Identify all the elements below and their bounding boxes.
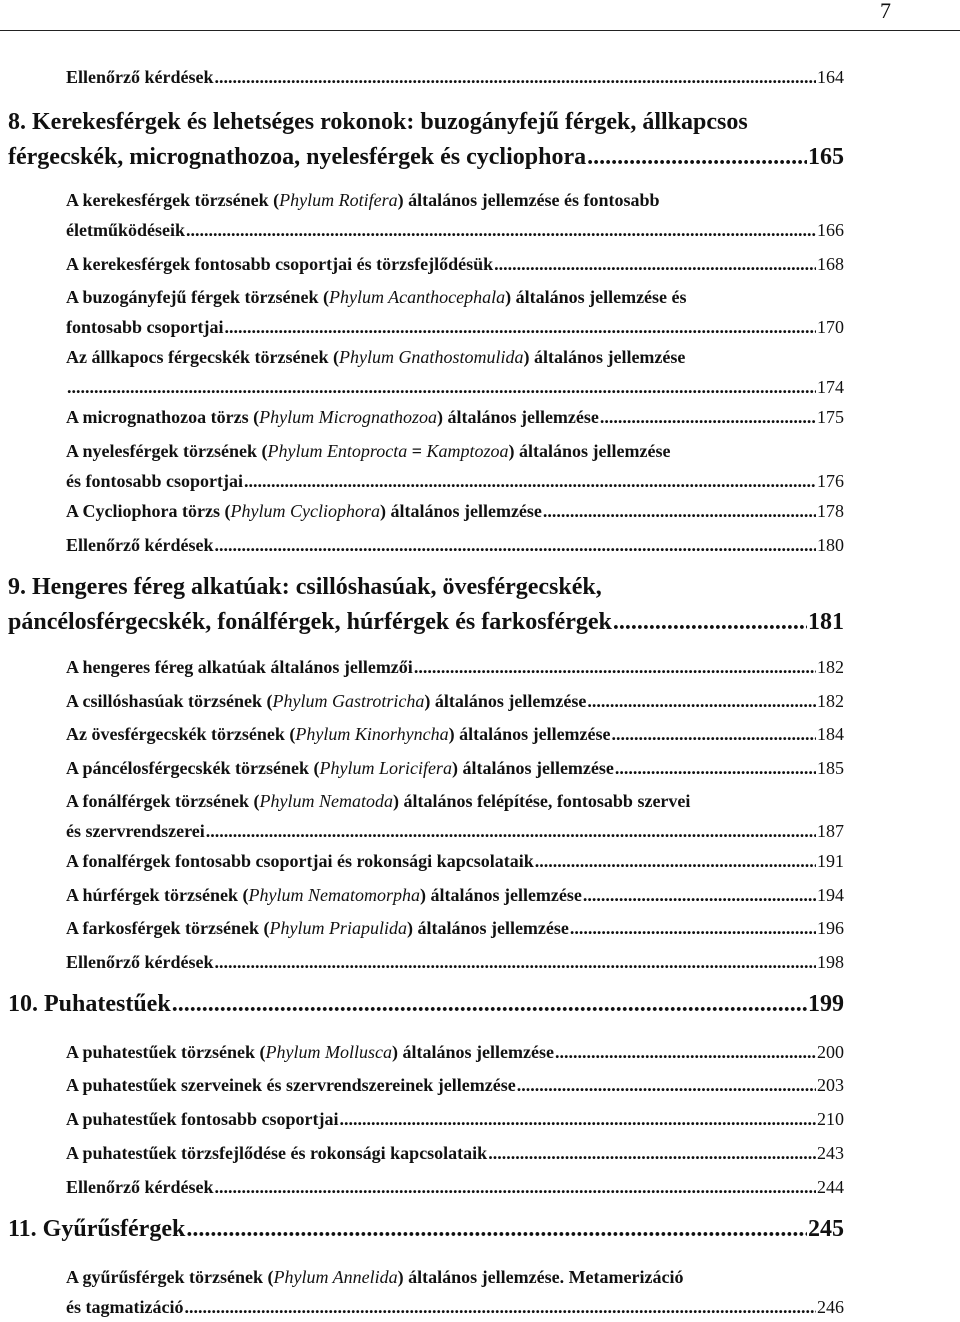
entry-text: A micrognathozoa törzs ( [66, 407, 260, 427]
phylum-name: Phylum Kinorhyncha [295, 724, 449, 744]
entry-title [66, 816, 205, 846]
entry-text: A kerekesférgek fontosabb csoportjai és törzsfejlődésük [66, 254, 494, 274]
entry-page-number: 199 [808, 991, 844, 1017]
toc-entry[interactable] [66, 652, 844, 682]
entry-title [66, 947, 213, 977]
entry-page-number: 210 [817, 1109, 844, 1129]
entry-title [8, 140, 586, 175]
dot-leader [184, 1292, 816, 1322]
entry-text: Az övesférgecskék törzsének ( [66, 724, 296, 744]
entry-text: A fonalférgek fontosabb csoportjai és rokonsági kapcsolataik [66, 851, 534, 871]
phylum-name: Phylum Cycliophora [230, 501, 380, 521]
toc-entry[interactable] [66, 1037, 844, 1067]
dot-leader [488, 1138, 816, 1168]
toc-entry[interactable] [66, 786, 844, 846]
entry-text: A puhatestűek szerveinek és szervrendszereinek jellemzése [66, 1075, 516, 1095]
entry-title [66, 846, 534, 876]
entry-text: A nyelesférgek törzsének ( [66, 441, 268, 461]
entry-text: ) általános jellemzése és [505, 287, 687, 307]
entry-text: A puhatestűek törzsének ( [66, 1042, 266, 1062]
entry-page-number: 200 [817, 1042, 844, 1062]
entry-line [8, 570, 844, 605]
entry-page-number: 184 [817, 724, 844, 744]
dot-leader [615, 753, 816, 783]
entry-line [66, 185, 844, 215]
dot-leader [494, 249, 816, 279]
entry-page-number: 243 [817, 1143, 844, 1163]
entry-line [66, 786, 844, 816]
dot-leader [543, 496, 816, 526]
entry-text: ) általános jellemzése [424, 691, 587, 711]
entry-text: A Cycliophora törzs ( [66, 501, 231, 521]
entry-title [66, 686, 586, 716]
entry-page-number: 198 [817, 952, 844, 972]
entry-page-number: 245 [808, 1216, 844, 1242]
phylum-name: Phylum Entoprocta [267, 441, 408, 461]
entry-text: életműködéseik [66, 220, 185, 240]
toc-entry[interactable] [66, 342, 844, 402]
toc-entry[interactable] [66, 719, 844, 749]
entry-text: Az állkapocs férgecskék törzsének ( [66, 347, 339, 367]
entry-text: Ellenőrző kérdések [66, 67, 214, 87]
entry-text: ) általános jellemzése [523, 347, 686, 367]
entry-text: ) általános jellemzése [436, 407, 599, 427]
entry-page-number: 165 [808, 144, 844, 170]
entry-text: és tagmatizáció [66, 1297, 184, 1317]
entry-line [66, 282, 844, 312]
entry-text: 9. Hengeres féreg alkatúak: csillóshasúak, övesférgecskék, [8, 574, 602, 600]
dot-leader [570, 913, 816, 943]
entry-title [66, 402, 599, 432]
entry-title [8, 987, 171, 1022]
entry-text: Ellenőrző kérdések [66, 952, 214, 972]
dot-leader [172, 987, 807, 1022]
toc-entry[interactable] [66, 913, 844, 943]
entry-text: A puhatestűek fontosabb csoportjai [66, 1109, 339, 1129]
dot-leader [613, 605, 807, 640]
entry-text: ) általános jellemzése [508, 441, 671, 461]
dot-leader [583, 880, 816, 910]
dot-leader [587, 686, 816, 716]
entry-title [66, 215, 185, 245]
dot-leader [600, 402, 816, 432]
entry-title [66, 530, 213, 560]
dot-leader [244, 466, 816, 496]
toc-entry[interactable] [66, 496, 844, 526]
entry-text: A hengeres féreg alkatúak általános jellemzői [66, 657, 413, 677]
entry-page-number: 168 [817, 254, 844, 274]
entry-page-number: 203 [817, 1075, 844, 1095]
phylum-name: Phylum Micrognathozoa [259, 407, 437, 427]
dot-leader [206, 816, 816, 846]
entry-text: A puhatestűek törzsfejlődése és rokonsági kapcsolataik [66, 1143, 488, 1163]
toc-chapter-entry[interactable] [8, 987, 844, 1022]
entry-line [66, 436, 844, 466]
dot-leader [612, 719, 816, 749]
phylum-name: Phylum Loricifera [319, 758, 452, 778]
entry-title [66, 913, 569, 943]
entry-text: ) általános jellemzése [448, 724, 611, 744]
dot-leader [214, 530, 816, 560]
entry-text: Ellenőrző kérdések [66, 535, 214, 555]
dot-leader [214, 62, 816, 92]
toc-entry[interactable] [66, 753, 844, 783]
entry-page-number: 180 [817, 535, 844, 555]
phylum-name: Phylum Gnathostomulida [338, 347, 524, 367]
toc-chapter-entry[interactable] [8, 570, 844, 640]
entry-text: ) általános jellemzése [392, 1042, 554, 1062]
entry-page-number: 244 [817, 1177, 844, 1197]
entry-text: ) általános jellemzése [379, 501, 542, 521]
entry-page-number: 166 [817, 220, 844, 240]
dot-leader [517, 1070, 816, 1100]
entry-page-number: 182 [817, 691, 844, 711]
entry-page-number: 175 [817, 407, 844, 427]
toc-entry[interactable] [66, 947, 844, 977]
toc-entry[interactable] [66, 1262, 844, 1322]
toc-entry[interactable] [66, 530, 844, 560]
toc-entry[interactable] [66, 1138, 844, 1168]
entry-title [66, 880, 582, 910]
page-number: 7 [880, 0, 891, 23]
entry-text: A húrférgek törzsének ( [66, 885, 249, 905]
entry-text: ) általános jellemzése [406, 918, 569, 938]
dot-leader [587, 140, 807, 175]
entry-page-number: 170 [817, 317, 844, 337]
toc-entry[interactable] [66, 282, 844, 342]
entry-text: és szervrendszerei [66, 821, 205, 841]
toc-entry[interactable] [66, 436, 844, 496]
dot-leader [414, 652, 816, 682]
entry-page-number: 164 [817, 67, 844, 87]
entry-line [66, 1262, 844, 1292]
entry-text: A farkosférgek törzsének ( [66, 918, 270, 938]
entry-page-number: 181 [808, 609, 844, 635]
phylum-name: Phylum Nematoda [259, 791, 393, 811]
entry-text: páncélosférgecskék, fonálférgek, húrférgek és farkosférgek [8, 609, 612, 635]
entry-page-number: 194 [817, 885, 844, 905]
entry-title [66, 1037, 554, 1067]
entry-text: 11. Gyűrűsférgek [8, 1216, 186, 1242]
entry-text: ) általános jellemzése és fontosabb [397, 190, 660, 210]
entry-text: = [407, 441, 427, 461]
phylum-name: Kamptozoa [426, 441, 509, 461]
entry-title [66, 312, 224, 342]
entry-title [66, 1292, 183, 1322]
entry-text: ) általános felépítése, fontosabb szervei [392, 791, 691, 811]
entry-text: ) általános jellemzése [419, 885, 582, 905]
dot-leader [225, 312, 816, 342]
toc-entry[interactable] [66, 1104, 844, 1134]
phylum-name: Phylum Rotifera [279, 190, 398, 210]
entry-page-number: 182 [817, 657, 844, 677]
dot-leader [214, 947, 816, 977]
entry-text: fontosabb csoportjai [66, 317, 224, 337]
phylum-name: Phylum Priapulida [269, 918, 407, 938]
entry-text: ) általános jellemzése. Metamerizáció [397, 1267, 684, 1287]
entry-title [66, 496, 542, 526]
entry-text: ) általános jellemzése [451, 758, 614, 778]
entry-page-number: 178 [817, 501, 844, 521]
toc-entry[interactable] [66, 62, 844, 92]
entry-title [66, 466, 243, 496]
dot-leader [214, 1172, 816, 1202]
entry-line [66, 342, 844, 372]
dot-leader [340, 1104, 816, 1134]
entry-title [66, 753, 614, 783]
entry-title [66, 1104, 339, 1134]
entry-title [8, 605, 612, 640]
entry-title [66, 1138, 487, 1168]
entry-page-number: 246 [817, 1297, 844, 1317]
entry-text: A fonálférgek törzsének ( [66, 791, 260, 811]
dot-leader [186, 215, 816, 245]
entry-text: és fontosabb csoportjai [66, 471, 244, 491]
toc-entry[interactable] [66, 880, 844, 910]
entry-page-number: 187 [817, 821, 844, 841]
entry-text: Ellenőrző kérdések [66, 1177, 214, 1197]
entry-page-number: 176 [817, 471, 844, 491]
phylum-name: Phylum Nematomorpha [248, 885, 420, 905]
entry-text: A buzogányfejű férgek törzsének ( [66, 287, 329, 307]
dot-leader [555, 1037, 816, 1067]
entry-title [66, 249, 493, 279]
entry-page-number: 185 [817, 758, 844, 778]
dot-leader [535, 846, 816, 876]
toc-chapter-entry[interactable] [8, 1212, 844, 1247]
toc-entry[interactable] [66, 846, 844, 876]
entry-page-number: 191 [817, 851, 844, 871]
toc-entry[interactable] [66, 1172, 844, 1202]
entry-text: férgecskék, micrognathozoa, nyelesférgek és cycliophora [8, 144, 587, 170]
toc-entry[interactable] [66, 686, 844, 716]
header-rule [0, 30, 960, 31]
entry-text: A csillóshasúak törzsének ( [66, 691, 273, 711]
entry-page-number: 174 [817, 377, 844, 397]
phylum-name: Phylum Gastrotricha [272, 691, 425, 711]
dot-leader [67, 372, 816, 402]
entry-text: 8. Kerekesférgek és lehetséges rokonok: buzogányfejű férgek, állkapcsos [8, 109, 748, 135]
toc-entry[interactable] [66, 249, 844, 279]
entry-text: A gyűrűsférgek törzsének ( [66, 1267, 274, 1287]
entry-title [8, 1212, 185, 1247]
entry-text: A kerekesférgek törzsének ( [66, 190, 280, 210]
phylum-name: Phylum Annelida [273, 1267, 398, 1287]
toc-entry[interactable] [66, 1070, 844, 1100]
toc-chapter-entry[interactable] [8, 105, 844, 175]
phylum-name: Phylum Acanthocephala [328, 287, 506, 307]
entry-page-number: 196 [817, 918, 844, 938]
entry-text: 10. Puhatestűek [8, 991, 171, 1017]
entry-title [66, 1070, 516, 1100]
dot-leader [186, 1212, 807, 1247]
phylum-name: Phylum Mollusca [265, 1042, 392, 1062]
entry-text: A páncélosférgecskék törzsének ( [66, 758, 320, 778]
toc-entry[interactable] [66, 185, 844, 245]
entry-line [8, 105, 844, 140]
entry-title [66, 719, 611, 749]
entry-title [66, 62, 213, 92]
toc-entry[interactable] [66, 402, 844, 432]
entry-title [66, 652, 413, 682]
entry-title [66, 1172, 213, 1202]
